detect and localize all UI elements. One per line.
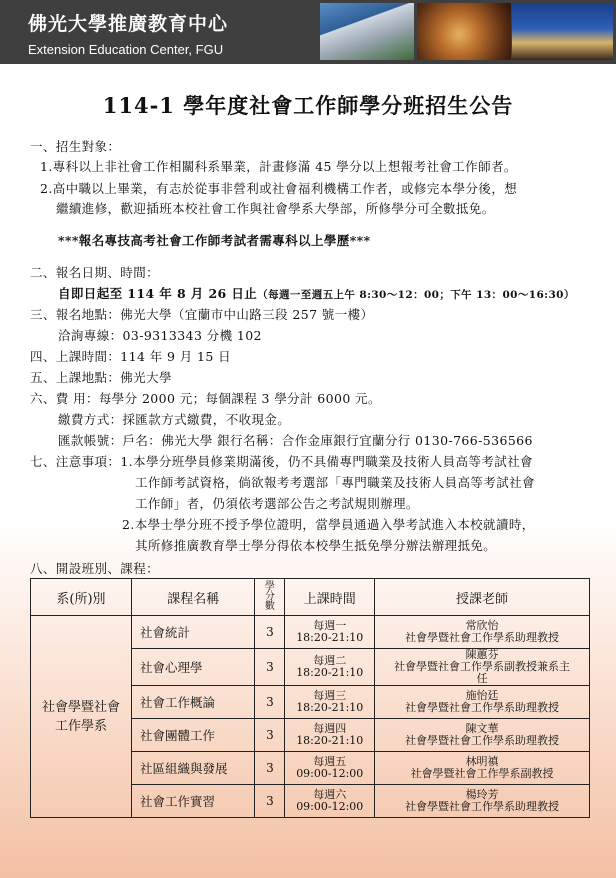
course-time [285,686,375,719]
course-credits: 3 [255,616,285,649]
section3-phone: 洽詢專線：03-9313343 分機 102 [58,328,262,343]
section7-note2: 2.本學士學分班不授予學位證明，當學員通過入學考試進入本校就讀時， [122,517,535,532]
col-header-credits [255,579,285,616]
section1-heading: 一、招生對象： [30,139,121,154]
section2-date-line [58,286,575,303]
section3-location: 三、報名地點：佛光大學（宜蘭市中山路三段 257 號一樓） [30,307,374,322]
col-header-course: 課程名稱 [131,579,255,616]
course-teacher [375,752,590,785]
course-time [285,616,375,649]
course-time [285,649,375,686]
col-header-department: 系(所)別 [31,579,132,616]
course-day: 每週四 [313,722,347,735]
course-day: 每週一 [313,619,347,632]
course-credits: 3 [255,649,285,686]
teacher-title: 社會學暨社會工作學系副教授兼系主任 [394,660,571,685]
course-credits: 3 [255,686,285,719]
course-name: 社會工作概論 [131,686,255,719]
section7-note2-cont: 其所修推廣教育學士學分得依本校學生抵免學分辦法辦理抵免。 [135,538,497,553]
course-hours: 18:20-21:10 [296,666,364,679]
col-header-time: 上課時間 [285,579,375,616]
course-day: 每週六 [313,788,347,801]
teacher-name: 陳蕙芬 [465,648,499,661]
campus-building-photo [320,3,414,60]
teacher-title: 社會學暨社會工作學系助理教授 [405,631,560,644]
course-teacher [375,785,590,818]
teacher-title: 社會學暨社會工作學系助理教授 [405,701,560,714]
course-credits: 3 [255,752,285,785]
section1-item2: 2.高中職以上畢業，有志於從事非營利或社會福利機構工作者，或修完本學分後，想 [40,181,518,196]
section6-account: 匯款帳號：戶名：佛光大學 銀行名稱：合作金庫銀行宜蘭分行 0130-766-536566 [58,433,533,448]
course-time [285,719,375,752]
course-hours: 09:00-12:00 [296,800,364,813]
course-time [285,752,375,785]
section5-class-location: 五、上課地點：佛光大學 [30,370,172,385]
center-name-cn: 佛光大學推廣教育中心 [28,13,229,35]
night-campus-photo [512,3,613,60]
teacher-title: 社會學暨社會工作學系副教授 [410,767,554,780]
course-name: 社會統計 [131,616,255,649]
office-hours: （每週一至週五上午 8:30～12：00；下午 13：00～16:30） [257,289,575,301]
course-name: 社會工作實習 [131,785,255,818]
course-name: 社會團體工作 [131,719,255,752]
course-teacher [375,616,590,649]
section7-heading: 七、注意事項： [30,454,121,469]
department-cell [31,616,132,818]
course-credits: 3 [255,719,285,752]
course-table [30,578,590,818]
teacher-title: 社會學暨社會工作學系助理教授 [405,800,560,813]
document-title: 114-1 學年度社會工作師學分班招生公告 [102,93,514,118]
course-hours: 09:00-12:00 [296,767,364,780]
teacher-title: 社會學暨社會工作學系助理教授 [405,734,560,747]
col-header-credits-text: 學分數 [264,581,275,612]
course-name: 社會心理學 [131,649,255,686]
section7-heading-line [30,454,533,470]
course-teacher [375,719,590,752]
course-day: 每週二 [313,654,347,667]
section8-heading: 八、開設班別、課程： [30,561,160,576]
section1-item2-cont: 繼續進修，歡迎插班本校社會工作與社會學系大學部，所修學分可全數抵免。 [56,201,495,216]
teacher-name: 施怡廷 [465,689,499,702]
teacher-name: 常欣怡 [465,619,499,632]
section6-payment: 繳費方式：採匯款方式繳費，不收現金。 [58,412,291,427]
course-credits: 3 [255,785,285,818]
department-name: 社會學暨社會工作學系 [41,699,120,734]
teacher-name: 陳文華 [465,722,499,735]
registration-date: 自即日起至 114 年 8 月 26 日止 [58,286,258,301]
course-hours: 18:20-21:10 [296,734,364,747]
center-name-en: Extension Education Center, FGU [28,42,224,57]
col-header-teacher: 授課老師 [375,579,590,616]
course-hours: 18:20-21:10 [296,701,364,714]
table-row [31,616,590,649]
course-teacher [375,649,590,686]
section2-heading: 二、報名日期、時間： [30,265,160,280]
teacher-name: 林明禛 [465,755,499,768]
course-time [285,785,375,818]
section6-fee: 六、費 用：每學分 2000 元；每個課程 3 學分計 6000 元。 [30,391,381,406]
section7-note1-cont1: 工作師考試資格，倘欲報考考選部「專門職業及技術人員高等考試社會 [135,475,535,490]
section7-note1-cont2: 工作師」者，仍須依考選部公告之考試規則辦理。 [135,496,419,511]
course-day: 每週五 [313,755,347,768]
section1-item1: 1.專科以上非社會工作相關科系畢業，計畫修滿 45 學分以上想報考社會工作師者。 [40,159,517,174]
section7-note1: 1.本學分班學員修業期滿後，仍不具備專門職業及技術人員高等考試社會 [120,454,533,469]
course-hours: 18:20-21:10 [296,631,364,644]
section4-start-date: 四、上課時間：114 年 9 月 15 日 [30,349,231,364]
section1-note: ***報名專技高考社會工作師考試者需專科以上學歷*** [58,233,371,248]
course-teacher [375,686,590,719]
teacher-name: 楊玲芳 [465,788,499,801]
header-banner [0,0,616,64]
table-header-row [31,579,590,616]
interior-photo [417,3,511,60]
course-day: 每週三 [313,689,347,702]
course-name: 社區組織與發展 [131,752,255,785]
